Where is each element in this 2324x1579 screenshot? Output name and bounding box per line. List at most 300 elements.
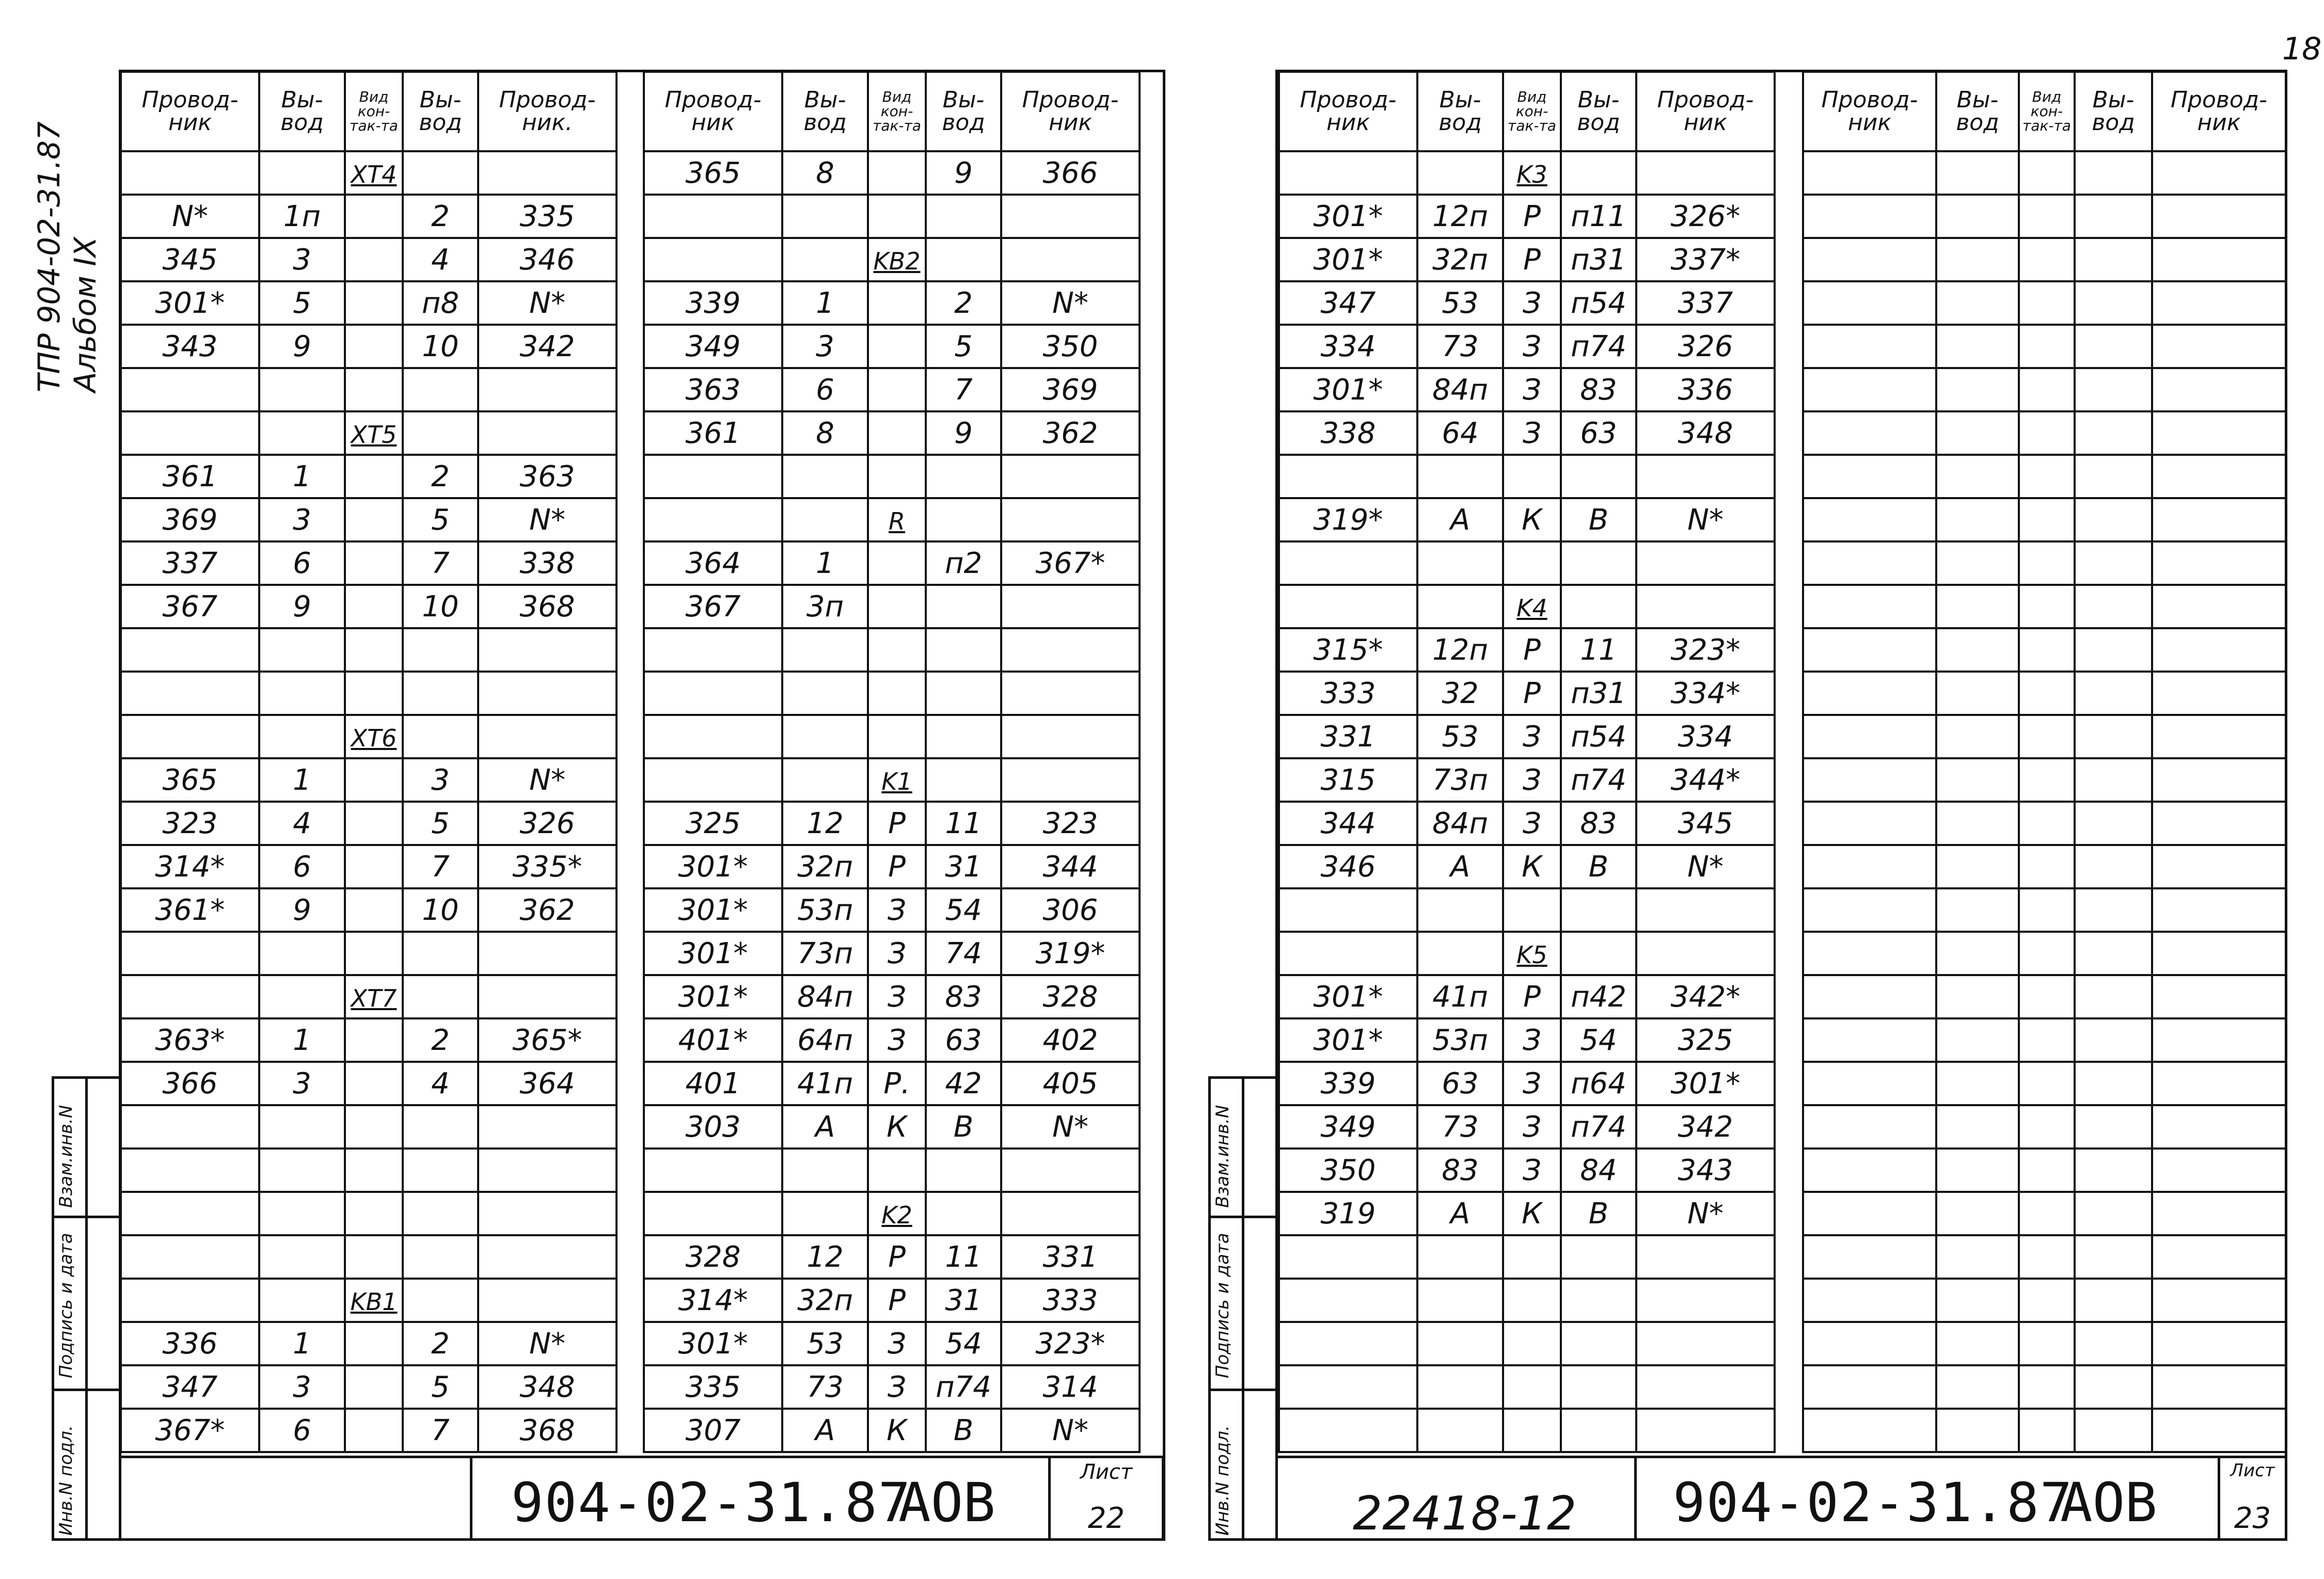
pin-out-cell [403,368,478,411]
pin-out-cell [2075,888,2152,932]
pin-in-cell [1936,715,2019,758]
conductor-in-cell [1803,455,1936,498]
contact-kind-cell: Р [1503,975,1561,1018]
pin-out-cell: п54 [1561,281,1636,325]
pin-in-cell [259,715,345,758]
device-label: XT6 [351,724,397,752]
pin-out-cell: п64 [1561,1062,1636,1105]
contact-kind-cell [2019,1279,2075,1322]
conductor-in-cell: 301* [1279,1018,1417,1062]
conductor-in-cell [1803,715,1936,758]
contact-kind-cell [868,455,926,498]
pin-in-cell: 3 [259,498,345,541]
contact-kind-cell [345,455,403,498]
pin-out-cell: 7 [926,368,1001,411]
table-row [1279,498,1775,541]
conductor-in-cell [1803,758,1936,802]
table-row [644,325,1140,368]
table-row [644,628,1140,672]
table-row [1803,1062,2286,1105]
conductor-out-cell: 319* [1001,932,1140,975]
table-row [121,1018,616,1062]
table-row [121,932,616,975]
conductor-out-cell: N* [1001,1105,1140,1149]
pin-out-cell [2075,1062,2152,1105]
pin-in-cell [1936,368,2019,411]
conductor-out-cell [478,628,616,672]
contact-kind-cell [345,281,403,325]
pin-out-cell [403,932,478,975]
conductor-in-cell: 301* [1279,195,1417,238]
contact-kind-cell [345,1409,403,1452]
table-row [121,195,616,238]
pin-in-cell: 3 [782,325,868,368]
conductor-in-cell [121,672,259,715]
table-row [644,932,1140,975]
table-row [121,1105,616,1149]
album-reference-line1: ТПР 904-02-31.87 [31,121,67,392]
contact-kind-cell: З [868,1365,926,1409]
pin-out-cell [1561,1279,1636,1322]
pin-in-cell: А [1417,845,1503,888]
pin-out-cell [2075,975,2152,1018]
conductor-in-cell [1803,975,1936,1018]
pin-in-cell [259,1192,345,1235]
conductor-out-cell [2152,758,2286,802]
pin-out-cell [926,758,1001,802]
pin-out-cell: п2 [926,541,1001,585]
table-row [121,1409,616,1452]
wiring-table-1 [120,71,618,1453]
pin-in-cell: 64п [782,1018,868,1062]
table-row [1803,1365,2286,1409]
table-row [121,1365,616,1409]
pin-in-cell: 53п [1417,1018,1503,1062]
contact-kind-cell [2019,715,2075,758]
conductor-out-cell: 334* [1636,672,1775,715]
contact-kind-cell: З [868,1018,926,1062]
conductor-out-cell [2152,151,2286,195]
right-side-stamp-divider-1 [1211,1216,1278,1218]
header-conductor: Провод-ник [1803,72,1936,151]
contact-kind-cell: З [868,1322,926,1365]
contact-kind-cell [2019,1235,2075,1279]
conductor-out-cell [1636,1365,1775,1409]
conductor-in-cell: 349 [644,325,782,368]
conductor-in-cell: 401* [644,1018,782,1062]
album-reference [31,121,103,392]
pin-out-cell: п31 [1561,672,1636,715]
conductor-in-cell: 337 [121,541,259,585]
header-pin-out: Вы-вод [1561,72,1636,151]
pin-in-cell: 73п [782,932,868,975]
left-side-label-sign: Подпись и дата [56,1233,76,1378]
conductor-out-cell: 326* [1636,195,1775,238]
conductor-out-cell: N* [478,281,616,325]
pin-in-cell [782,238,868,281]
pin-in-cell [1936,585,2019,628]
pin-out-cell [2075,325,2152,368]
conductor-in-cell: 314* [644,1279,782,1322]
pin-in-cell: 1 [259,455,345,498]
conductor-in-cell: 339 [644,281,782,325]
conductor-in-cell: N* [121,195,259,238]
contact-kind-cell [345,585,403,628]
conductor-in-cell [1803,1062,1936,1105]
conductor-out-cell [1001,628,1140,672]
contact-kind-cell [345,628,403,672]
contact-kind-cell [345,1279,403,1322]
contact-kind-cell [1503,455,1561,498]
contact-kind-cell [2019,1149,2075,1192]
contact-kind-cell [2019,672,2075,715]
pin-out-cell: 83 [926,975,1001,1018]
conductor-out-cell [1001,455,1140,498]
contact-kind-cell [2019,628,2075,672]
pin-in-cell [782,672,868,715]
table-row [121,541,616,585]
header-pin: Вы-вод [782,72,868,151]
conductor-out-cell [478,151,616,195]
conductor-in-cell [644,1149,782,1192]
table-row [121,585,616,628]
conductor-out-cell [2152,411,2286,455]
document-code-right: 904-02-31.87 [1673,1471,2074,1534]
conductor-out-cell [2152,1409,2286,1452]
conductor-in-cell [1803,932,1936,975]
contact-kind-cell [2019,1322,2075,1365]
conductor-out-cell [1636,888,1775,932]
conductor-in-cell [1279,585,1417,628]
pin-in-cell: 9 [259,888,345,932]
pin-out-cell: В [926,1105,1001,1149]
contact-kind-cell [345,1062,403,1105]
pin-in-cell: А [1417,1192,1503,1235]
table-row [121,888,616,932]
header-contact-kind: Вид кон-так-та [868,72,926,151]
contact-kind-cell [345,238,403,281]
contact-kind-cell [868,628,926,672]
conductor-in-cell [121,1279,259,1322]
conductor-in-cell [121,715,259,758]
pin-in-cell: 1 [782,281,868,325]
conductor-in-cell [1803,238,1936,281]
pin-in-cell [1936,498,2019,541]
conductor-in-cell: 301* [644,845,782,888]
header-pin: Вы-вод [1417,72,1503,151]
table-row [121,238,616,281]
conductor-out-cell: N* [1636,845,1775,888]
conductor-out-cell: 348 [1636,411,1775,455]
contact-kind-cell: З [868,975,926,1018]
pin-in-cell [1936,932,2019,975]
conductor-in-cell: 343 [121,325,259,368]
pin-in-cell [1417,1409,1503,1452]
table-row [1279,585,1775,628]
table-row [1279,1235,1775,1279]
conductor-in-cell [1803,1192,1936,1235]
wiring-table-4 [1802,71,2287,1453]
conductor-in-cell: 346 [1279,845,1417,888]
table-row [1803,195,2286,238]
contact-kind-cell: З [1503,411,1561,455]
conductor-in-cell [1803,1149,1936,1192]
pin-in-cell [259,1105,345,1149]
conductor-out-cell [1001,1149,1140,1192]
table-row [1279,281,1775,325]
pin-out-cell [2075,281,2152,325]
table-row [1803,281,2286,325]
pin-in-cell: 3 [259,238,345,281]
conductor-out-cell [2152,1235,2286,1279]
pin-in-cell: 8 [782,411,868,455]
table-row [1803,455,2286,498]
contact-kind-cell [868,411,926,455]
conductor-out-cell: 337 [1636,281,1775,325]
table-row [644,195,1140,238]
conductor-out-cell [2152,888,2286,932]
contact-kind-cell: З [1503,802,1561,845]
table-row [1803,1018,2286,1062]
contact-kind-cell: Р. [868,1062,926,1105]
conductor-out-cell [2152,238,2286,281]
conductor-in-cell [644,1192,782,1235]
pin-out-cell [403,1105,478,1149]
conductor-in-cell [121,975,259,1018]
wiring-table-3 [1278,71,1776,1453]
header-conductor-out: Провод-ник [1001,72,1140,151]
contact-kind-cell [2019,1062,2075,1105]
pin-in-cell: 1п [259,195,345,238]
pin-in-cell [1936,758,2019,802]
contact-kind-cell [1503,1365,1561,1409]
table-row [1803,541,2286,585]
contact-kind-cell [868,151,926,195]
conductor-out-cell: 338 [478,541,616,585]
pin-in-cell: 32п [782,845,868,888]
pin-in-cell: 84п [1417,368,1503,411]
contact-kind-cell [868,238,926,281]
conductor-out-cell [2152,1149,2286,1192]
header-contact-kind: Вид кон-так-та [2019,72,2075,151]
device-label: KB1 [350,1287,398,1316]
pin-in-cell [782,1149,868,1192]
contact-kind-cell [2019,151,2075,195]
table-row [121,802,616,845]
table-row [1803,585,2286,628]
conductor-in-cell: 369 [121,498,259,541]
pin-out-cell: 5 [926,325,1001,368]
conductor-out-cell: 364 [478,1062,616,1105]
conductor-out-cell: 368 [478,1409,616,1452]
pin-in-cell [1936,1149,2019,1192]
pin-out-cell [2075,1192,2152,1235]
pin-out-cell [1561,541,1636,585]
conductor-out-cell [1001,758,1140,802]
conductor-in-cell: 347 [121,1365,259,1409]
conductor-in-cell: 367* [121,1409,259,1452]
pin-in-cell: 6 [259,1409,345,1452]
conductor-out-cell [478,1105,616,1149]
device-label: K2 [881,1201,912,1229]
contact-kind-cell [868,368,926,411]
conductor-out-cell: 405 [1001,1062,1140,1105]
conductor-in-cell: 338 [1279,411,1417,455]
conductor-in-cell: 303 [644,1105,782,1149]
contact-kind-cell: Р [868,802,926,845]
pin-out-cell: 4 [403,238,478,281]
pin-out-cell [2075,628,2152,672]
conductor-out-cell [478,672,616,715]
contact-kind-cell: К [868,1409,926,1452]
table-row [121,1322,616,1365]
contact-kind-cell [345,932,403,975]
document-code-left: 904-02-31.87 [511,1471,912,1534]
conductor-in-cell: 365 [644,151,782,195]
table-row [1803,238,2286,281]
contact-kind-cell [2019,498,2075,541]
table-row [644,541,1140,585]
table-row [1279,1322,1775,1365]
pin-in-cell [782,498,868,541]
document-type-right: АОВ [2060,1471,2157,1534]
conductor-out-cell [2152,368,2286,411]
table-row [644,585,1140,628]
conductor-in-cell [1803,845,1936,888]
conductor-in-cell [1279,1235,1417,1279]
pin-in-cell: 12 [782,802,868,845]
right-side-label-sign: Подпись и дата [1212,1233,1233,1378]
pin-in-cell: 32п [1417,238,1503,281]
conductor-out-cell [2152,975,2286,1018]
conductor-in-cell [1803,1235,1936,1279]
pin-out-cell: В [1561,845,1636,888]
table-row [644,1018,1140,1062]
conductor-out-cell [2152,802,2286,845]
conductor-in-cell: 350 [1279,1149,1417,1192]
left-side-stamp-inner-line [85,1079,88,1538]
conductor-out-cell [1636,1409,1775,1452]
pin-in-cell [1936,1235,2019,1279]
pin-out-cell [2075,368,2152,411]
conductor-in-cell: 345 [121,238,259,281]
device-label: XT5 [351,420,397,449]
pin-out-cell [403,411,478,455]
pin-out-cell [926,715,1001,758]
pin-out-cell: 54 [926,1322,1001,1365]
pin-in-cell: 8 [782,151,868,195]
conductor-in-cell: 331 [1279,715,1417,758]
table-row [644,1365,1140,1409]
contact-kind-cell [345,845,403,888]
conductor-in-cell: 335 [644,1365,782,1409]
conductor-in-cell: 361 [121,455,259,498]
contact-kind-cell [2019,368,2075,411]
sheet-label-right: Лист [2230,1460,2275,1481]
pin-in-cell [1936,1409,2019,1452]
conductor-out-cell: 362 [1001,411,1140,455]
table-row [644,1105,1140,1149]
pin-out-cell [926,672,1001,715]
conductor-in-cell [1803,151,1936,195]
pin-in-cell [782,1192,868,1235]
pin-out-cell: 7 [403,541,478,585]
conductor-out-cell [478,411,616,455]
pin-out-cell: 2 [403,195,478,238]
contact-kind-cell [345,758,403,802]
conductor-out-cell: 350 [1001,325,1140,368]
contact-kind-cell [2019,1105,2075,1149]
right-side-stamp-divider-2 [1211,1389,1278,1391]
pin-in-cell: 5 [259,281,345,325]
pin-in-cell [1417,455,1503,498]
table-row [1279,1062,1775,1105]
pin-out-cell: В [1561,1192,1636,1235]
table-row [121,1279,616,1322]
conductor-out-cell: 345 [1636,802,1775,845]
contact-kind-cell [2019,541,2075,585]
conductor-out-cell: 334 [1636,715,1775,758]
left-side-stamp-divider-1 [54,1216,121,1218]
conductor-out-cell [478,1192,616,1235]
header-pin-out: Вы-вод [403,72,478,151]
contact-kind-cell [2019,1192,2075,1235]
conductor-out-cell: 363 [478,455,616,498]
pin-out-cell [2075,411,2152,455]
table-row [1803,1192,2286,1235]
table-row [644,411,1140,455]
pin-out-cell: В [926,1409,1001,1452]
conductor-in-cell [121,932,259,975]
conductor-in-cell [1803,672,1936,715]
pin-out-cell: 7 [403,845,478,888]
conductor-out-cell: 368 [478,585,616,628]
contact-kind-cell: К [868,1105,926,1149]
conductor-out-cell [2152,715,2286,758]
pin-out-cell: 2 [403,455,478,498]
pin-in-cell [1936,238,2019,281]
pin-out-cell: 31 [926,845,1001,888]
conductor-in-cell: 334 [1279,325,1417,368]
pin-out-cell: 42 [926,1062,1001,1105]
contact-kind-cell [868,672,926,715]
conductor-in-cell: 344 [1279,802,1417,845]
conductor-out-cell [1001,238,1140,281]
pin-out-cell: 2 [403,1018,478,1062]
conductor-out-cell [1636,1235,1775,1279]
pin-out-cell [2075,1149,2152,1192]
pin-out-cell: 5 [403,498,478,541]
conductor-out-cell: 344* [1636,758,1775,802]
left-side-label-vzam: Взам.инв.N [56,1105,76,1208]
pin-in-cell: 84п [782,975,868,1018]
conductor-out-cell [478,1235,616,1279]
table-row [1803,715,2286,758]
conductor-in-cell: 301* [1279,368,1417,411]
table-row [1279,195,1775,238]
contact-kind-cell [345,325,403,368]
pin-out-cell: 11 [926,1235,1001,1279]
contact-kind-cell [2019,888,2075,932]
pin-in-cell: А [782,1409,868,1452]
pin-out-cell [926,195,1001,238]
table-row [1279,628,1775,672]
header-conductor-out: Провод-ник. [478,72,616,151]
pin-in-cell [1936,151,2019,195]
pin-out-cell: п11 [1561,195,1636,238]
conductor-out-cell [2152,932,2286,975]
pin-out-cell [403,1235,478,1279]
